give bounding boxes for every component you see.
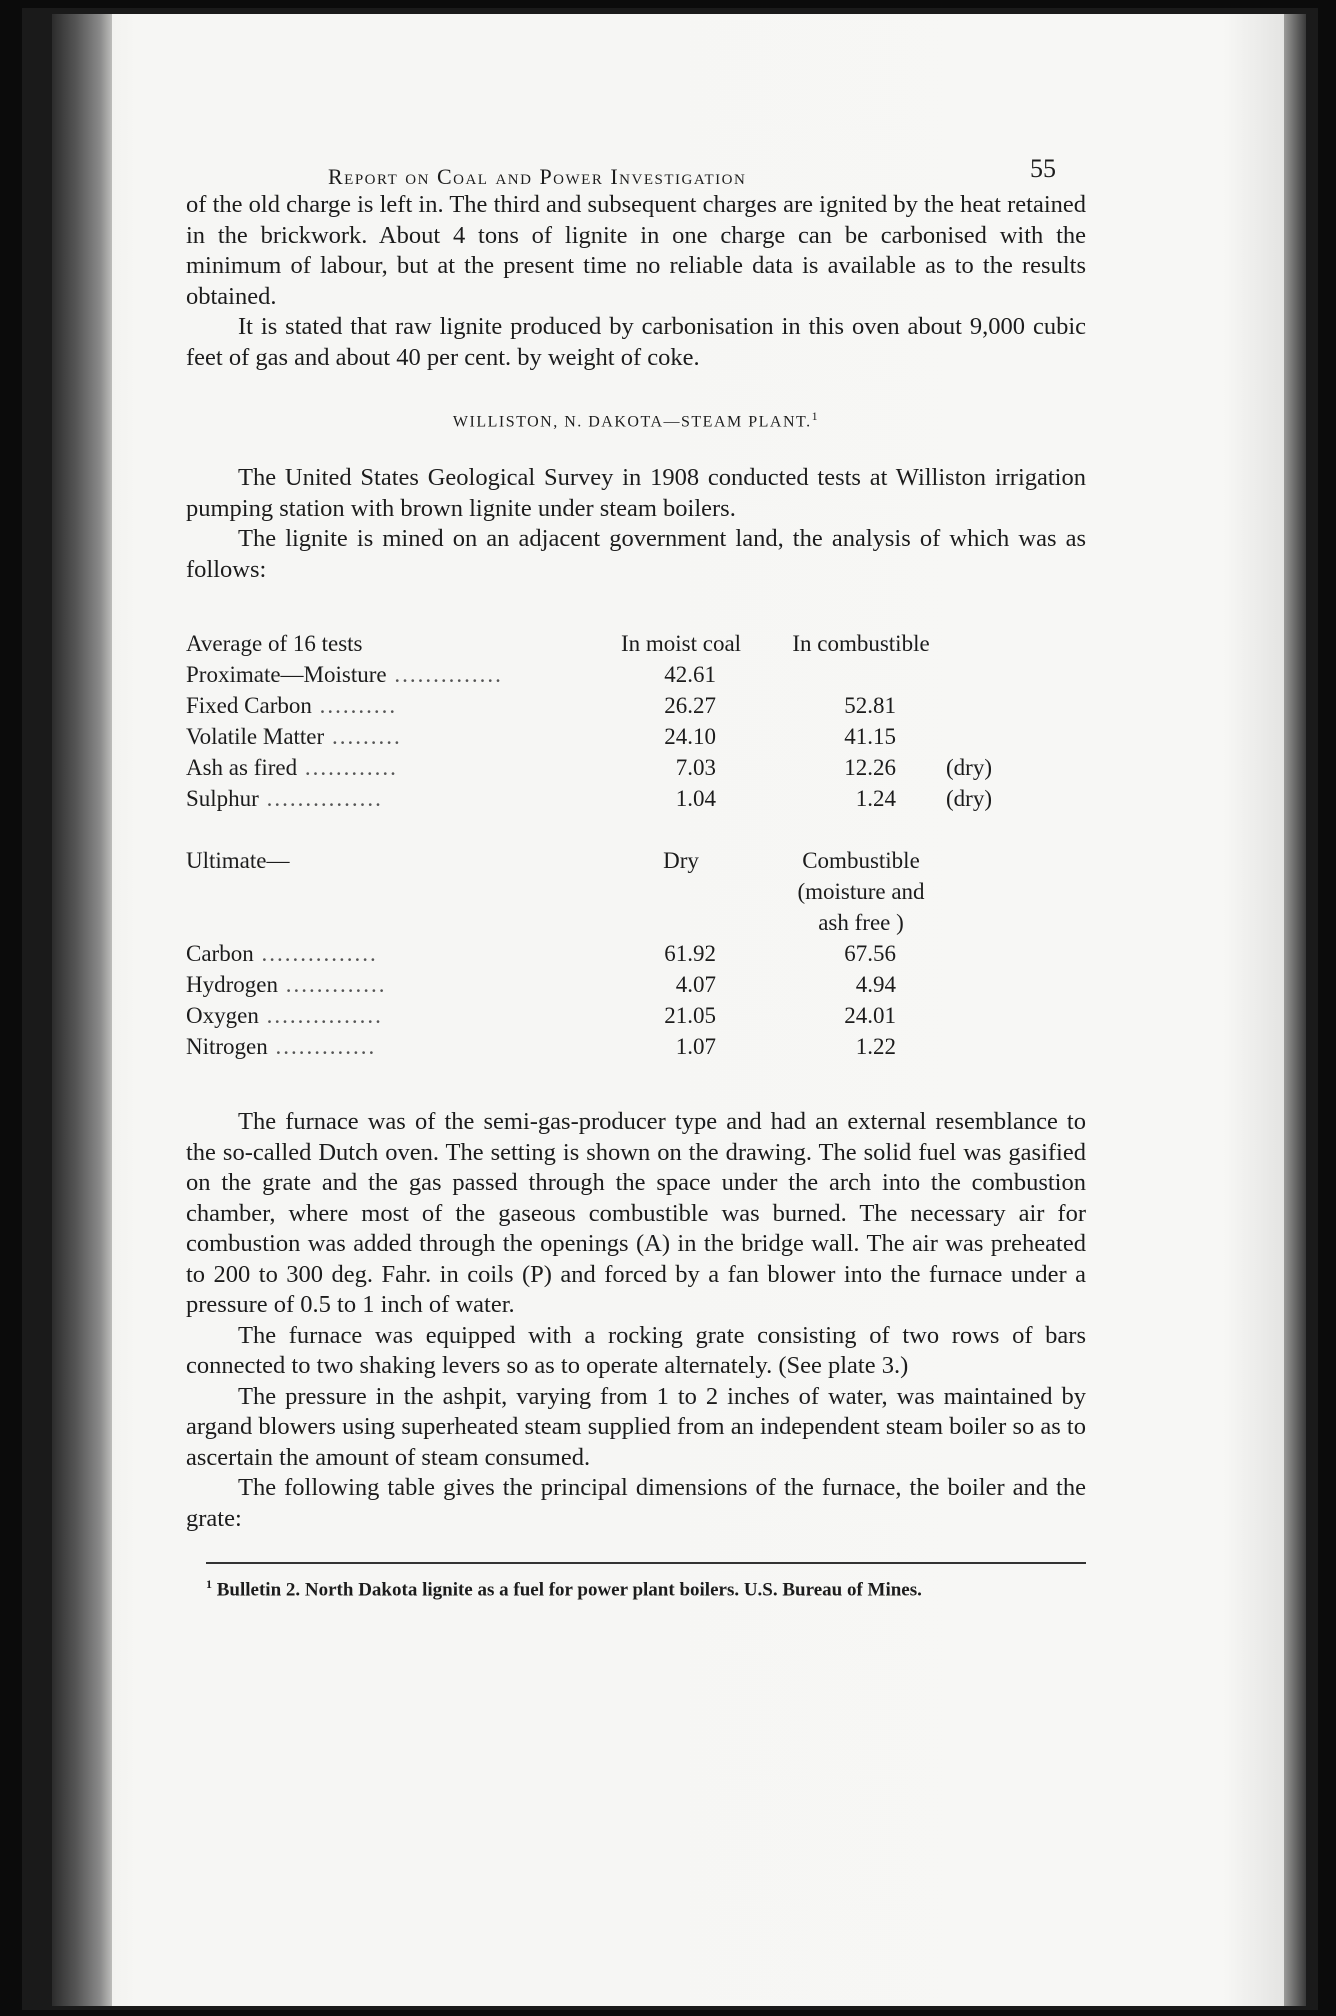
table-cell-note: (dry)	[946, 786, 992, 812]
column-header: Dry	[663, 848, 699, 874]
dot-leader: .........	[324, 724, 402, 750]
column-header: In combustible	[792, 631, 930, 657]
table-cell: 26.27	[664, 693, 716, 719]
dot-leader: ...............	[258, 786, 383, 812]
column-header: In moist coal	[620, 631, 742, 657]
footnote-text: Bulletin 2. North Dakota lignite as a fuel for power plant boilers. U.S. Bureau of Mines.	[216, 1579, 922, 1601]
running-head	[186, 150, 1086, 190]
table-cell: 1.24	[855, 786, 896, 812]
table-cell: 1.22	[855, 1034, 896, 1060]
row-label	[186, 1034, 586, 1065]
row-label	[186, 724, 586, 755]
row-name: Volatile Matter	[186, 724, 325, 750]
table-row	[186, 1034, 1086, 1065]
paragraph: The United States Geological Survey in 1908 conducted tests at Williston irrigation pumping station with brown lignite under steam boilers.	[186, 464, 1086, 522]
row-name: Carbon	[186, 941, 254, 967]
group-label: Ultimate—	[186, 848, 290, 874]
table-cell: 42.61	[664, 662, 716, 688]
analysis-table	[186, 631, 1086, 1065]
footnote-marker: 1	[811, 409, 820, 423]
dot-leader: .............	[277, 972, 387, 998]
section-heading	[186, 409, 1086, 431]
running-title: Report on Coal and Power Investigation	[328, 164, 747, 189]
row-name: Sulphur	[186, 786, 259, 812]
row-label	[186, 941, 586, 972]
row-name: Hydrogen	[186, 972, 278, 998]
book-binding-shadow	[52, 14, 112, 2006]
table-cell: 12.26	[844, 755, 896, 781]
table-row	[186, 662, 1086, 693]
row-label	[186, 693, 586, 724]
table-cell: 4.94	[855, 972, 896, 998]
row-name: Nitrogen	[186, 1034, 268, 1060]
table-cell: 61.92	[664, 941, 716, 967]
table-cell: 24.01	[844, 1003, 896, 1029]
row-name: Ash as fired	[186, 755, 298, 781]
table-cell: 1.04	[675, 786, 716, 812]
table-cell: 1.07	[675, 1034, 716, 1060]
table-row	[186, 1003, 1086, 1034]
table-row	[186, 755, 1086, 786]
table-row	[186, 724, 1086, 755]
dot-leader: ..........	[311, 693, 398, 719]
table-cell: 67.56	[844, 941, 896, 967]
row-label	[186, 786, 586, 817]
dot-leader: ..............	[386, 662, 503, 688]
table-caption: Average of 16 tests	[186, 631, 363, 657]
page-number: 55	[1030, 154, 1056, 183]
dot-leader: ...............	[253, 941, 378, 967]
page-edge	[1284, 14, 1306, 2006]
footnote-rule	[206, 1562, 1086, 1564]
paragraph: It is stated that raw lignite produced by carbonisation in this oven about 9,000 cubic feet of gas and about 40 per cent. by weight of coke.	[186, 313, 1086, 371]
table-header-row	[186, 631, 1086, 662]
table-cell: 52.81	[844, 693, 896, 719]
group-label: Proximate—	[186, 662, 304, 688]
paragraph: The furnace was equipped with a rocking grate consisting of two rows of bars connected to two shaking levers so as to operate alternately. (See plate 3.)	[186, 1321, 1086, 1380]
dot-leader: ...............	[258, 1003, 383, 1029]
table-cell: 4.07	[675, 972, 716, 998]
section-heading-text: WILLISTON, N. DAKOTA—STEAM PLANT.	[452, 413, 812, 431]
table-row	[186, 941, 1086, 972]
table-row	[186, 972, 1086, 1003]
row-label	[186, 1003, 586, 1034]
table-cell-note	[946, 662, 1086, 693]
row-label	[186, 755, 586, 786]
table-cell: 41.15	[844, 724, 896, 750]
paragraph-continued: of the old charge is left in. The third and subsequent charges are ignited by the heat retained in the brickwork. About 4 tons of lignite in one charge can be carbonised with the minimum of labour, but at the present time no reliable data is available as to the results obtained.	[186, 191, 1086, 310]
table-cell: 21.05	[664, 1003, 716, 1029]
row-label	[186, 662, 586, 693]
row-label	[186, 972, 586, 1003]
column-header: ash free )	[818, 910, 904, 936]
table-cell: 24.10	[664, 724, 716, 750]
table-row	[186, 786, 1086, 817]
table-cell-note	[946, 724, 1086, 755]
table-header-row	[186, 848, 1086, 879]
page-content	[186, 150, 1086, 1603]
column-header: (moisture and	[797, 879, 925, 905]
footnote	[206, 1572, 1086, 1602]
paragraph: The following table gives the principal dimensions of the furnace, the boiler and the grate:	[186, 1474, 1086, 1532]
row-name: Oxygen	[186, 1003, 259, 1029]
row-name: Fixed Carbon	[186, 693, 312, 719]
dot-leader: ............	[297, 755, 398, 781]
column-header: Combustible	[802, 848, 920, 874]
paragraph: The pressure in the ashpit, varying from 1 to 2 inches of water, was maintained by argand blowers using superheated steam supplied from an independent steam boiler so as to ascertain the amount of steam consumed.	[186, 1382, 1086, 1471]
dot-leader: .............	[267, 1034, 377, 1060]
table-row	[186, 693, 1086, 724]
row-name: Moisture	[303, 662, 387, 688]
table-cell: 7.03	[675, 755, 716, 781]
paragraph: The furnace was of the semi-gas-producer type and had an external resemblance to the so-called Dutch oven. The setting is shown on the drawing. The solid fuel was gasified on the grate and the gas passed through the space under the arch into the combustion chamber, where most of the gaseous combustible was burned. The necessary air for combustion was added through the openings (A) in the bridge wall. The air was preheated to 200 to 300 deg. Fahr. in coils (P) and forced by a fan blower into the furnace under a pressure of 0.5 to 1 inch of water.	[186, 1108, 1086, 1319]
footnote-marker: 1	[206, 1577, 212, 1592]
table-cell-note: (dry)	[946, 755, 992, 781]
table-cell-note	[946, 693, 1086, 724]
paragraph: The lignite is mined on an adjacent government land, the analysis of which was as follows:	[186, 525, 1086, 583]
